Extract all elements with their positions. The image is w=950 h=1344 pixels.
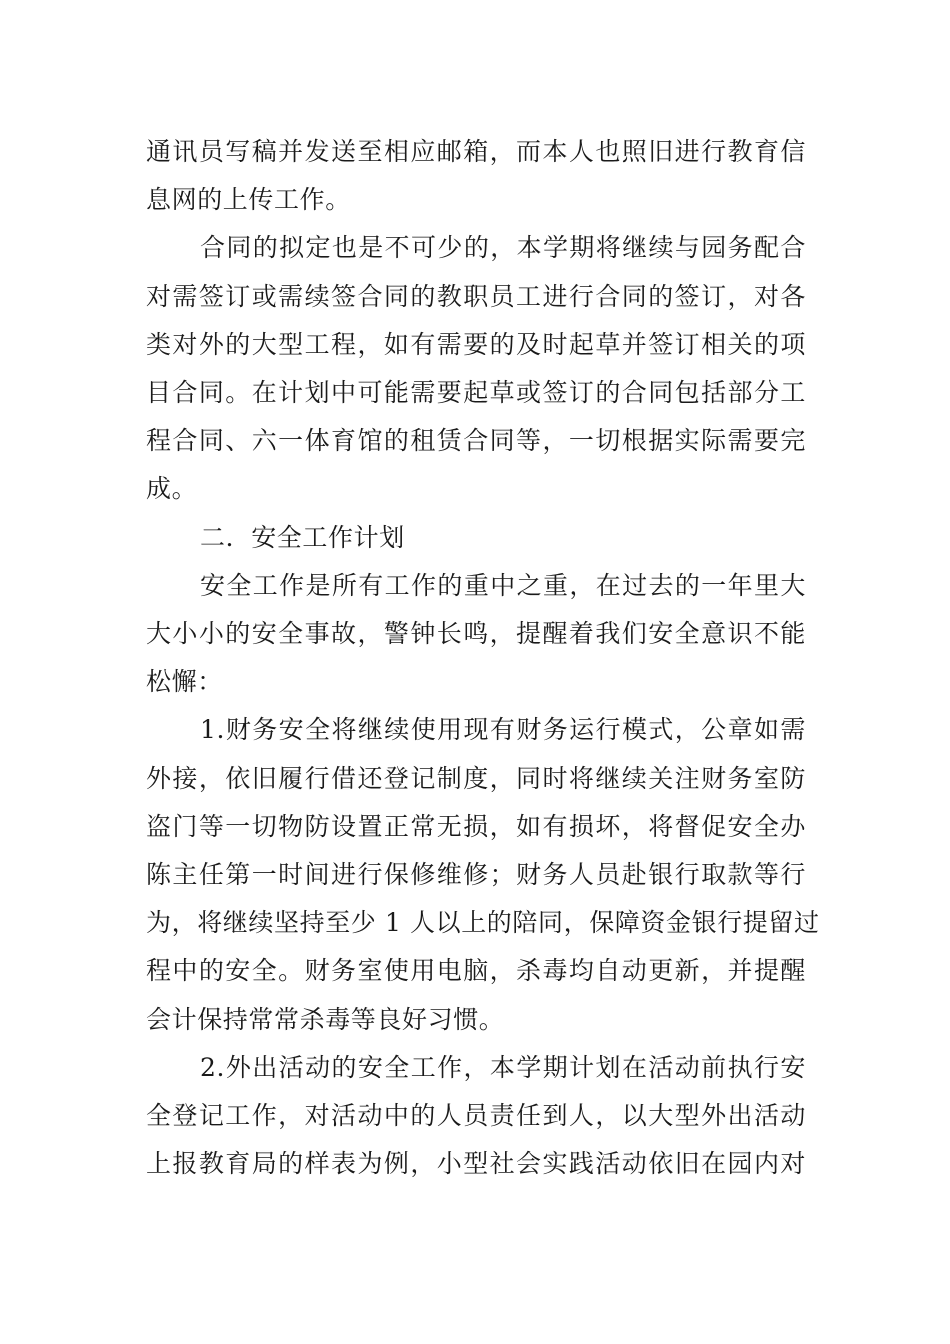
text-line: 程合同、六一体育馆的租赁合同等，一切根据实际需要完 [146, 426, 806, 456]
text-line: 大小小的安全事故，警钟长鸣，提醒着我们安全意识不能 [146, 619, 806, 649]
text-line: 会计保持常常杀毒等良好习惯。 [146, 1004, 505, 1034]
text-line: 程中的安全。财务室使用电脑，杀毒均自动更新，并提醒 [146, 956, 806, 986]
text-line: 合同的拟定也是不可少的，本学期将继续与园务配合 [200, 233, 806, 263]
body-paragraph [146, 224, 806, 513]
text-line: 1.财务安全将继续使用现有财务运行模式，公章如需 [200, 715, 806, 745]
text-line: 盗门等一切物防设置正常无损，如有损坏，将督促安全办 [146, 811, 806, 841]
text-line: 成。 [146, 474, 198, 504]
text-line: 全登记工作，对活动中的人员责任到人，以大型外出活动 [146, 1101, 806, 1131]
text-line: 松懈： [146, 667, 223, 697]
body-paragraph [146, 1044, 806, 1189]
document-page [146, 128, 820, 1188]
text-line: 为，将继续坚持至少 1 人以上的陪同，保障资金银行提留过 [146, 908, 820, 938]
text-line: 对需签订或需续签合同的教职员工进行合同的签订，对各 [146, 281, 806, 311]
text-line: 陈主任第一时间进行保修维修；财务人员赴银行取款等行 [146, 860, 806, 890]
text-line: 目合同。在计划中可能需要起草或签订的合同包括部分工 [146, 378, 806, 408]
text-line: 外接，依旧履行借还登记制度，同时将继续关注财务室防 [146, 763, 806, 793]
body-paragraph [146, 562, 806, 707]
text-line: 通讯员写稿并发送至相应邮箱，而本人也照旧进行教育信 [146, 137, 806, 166]
text-line: 类对外的大型工程，如有需要的及时起草并签订相关的项 [146, 329, 806, 359]
text-line: 息网的上传工作。 [146, 185, 351, 215]
body-paragraph [146, 706, 820, 1043]
text-line: 二．安全工作计划 [200, 522, 405, 552]
body-paragraph [146, 128, 806, 224]
section-heading [146, 514, 806, 562]
text-line: 2.外出活动的安全工作，本学期计划在活动前执行安 [200, 1052, 806, 1082]
text-line: 上报教育局的样表为例，小型社会实践活动依旧在园内对 [146, 1149, 806, 1179]
text-line: 安全工作是所有工作的重中之重，在过去的一年里大 [200, 570, 806, 600]
